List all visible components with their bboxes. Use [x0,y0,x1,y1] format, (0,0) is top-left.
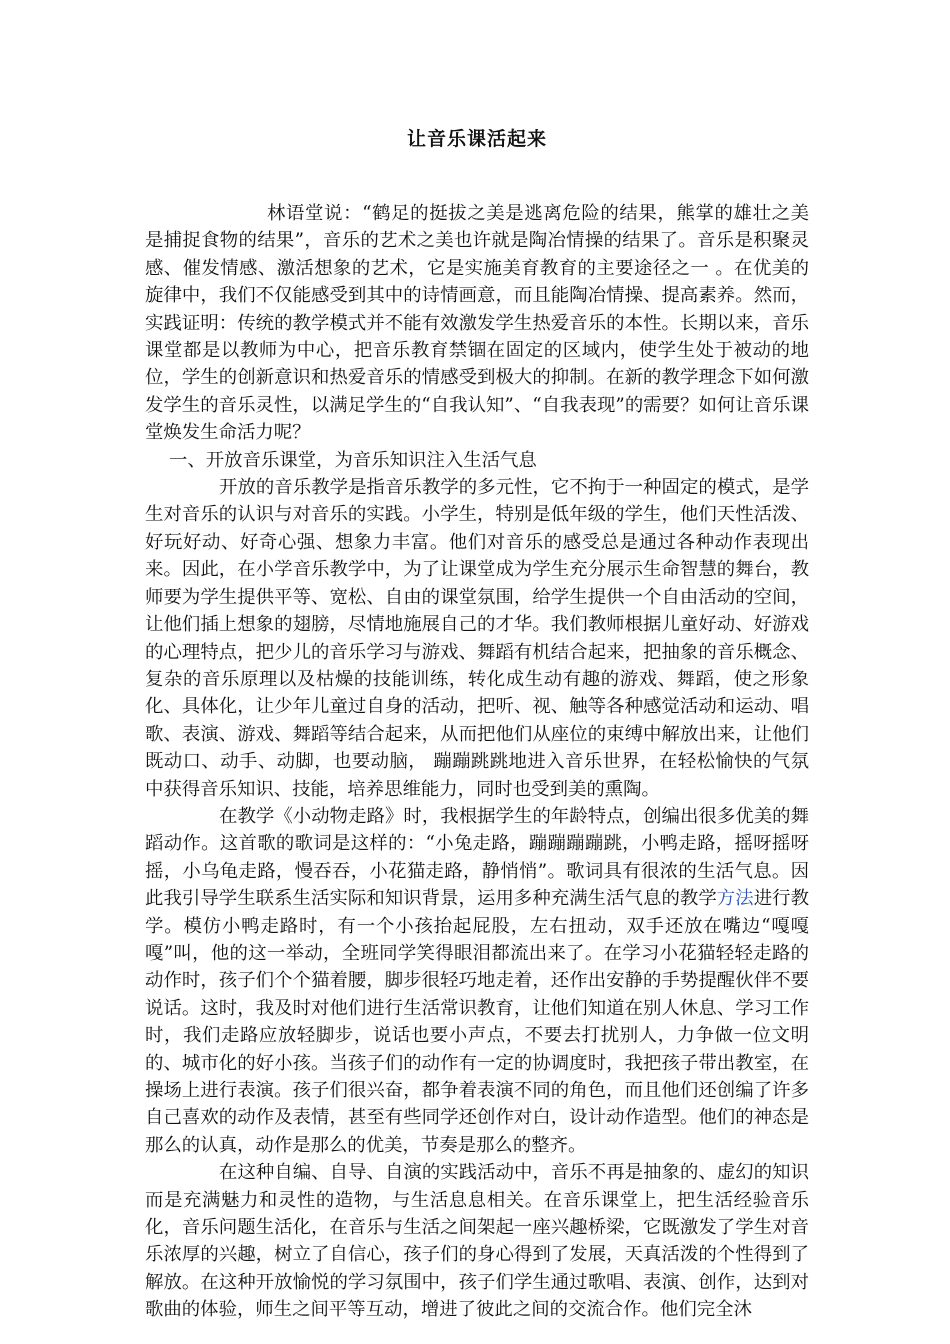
document-title: 让音乐课活起来 [406,128,547,150]
method-link[interactable]: 方法 [716,888,754,910]
paragraph-text-part-2: 进行教学。模仿小鸭走路时，有一个小孩抬起屁股，左右扭动，双手还放在嘴边“嘎嘎嘎”叫，他的这一举动，全班同学笑得眼泪都流出来了。在学习小花猫轻轻走路的动作时，孩子们个个猫着腰，脚步很轻巧地走着，还作出安静的手势提醒伙伴不要说话。这时，我及时对他们进行生活常识教育，让他们知道在别人休息、学习工作时，我们走路应放轻脚步，说话也要小声点，不要去打扰别人，力争做一位文明的、城市化的好小孩。当孩子们的动作有一定的协调度时，我把孩子带出教室，在操场上进行表演。孩子们很兴奋，都争着表演不同的角色，而且他们还创编了许多自己喜欢的动作及表情，甚至有些同学还创作对白，设计动作造型。他们的神态是那么的认真，动作是那么的优美，节奏是那么的整齐。 [145,888,809,1156]
paragraph-practice-activity: 在这种自编、自导、自演的实践活动中，音乐不再是抽象的、虚幻的知识而是充满魅力和灵性的造物，与生活息息相关。在音乐课堂上，把生活经验音乐化，音乐问题生活化，在音乐与生活之间架起一座兴趣桥梁，它既激发了学生对音乐浓厚的兴趣，树立了自信心，孩子们的身心得到了发展，天真活泼的个性得到了解放。在这种开放愉悦的学习氛围中，孩子们学生通过歌唱、表演、创作，达到对歌曲的体验，师生之间平等互动，增进了彼此之间的交流合作。他们完全沐 [145,1162,809,1321]
document-body [145,200,809,1324]
intro-paragraph: 林语堂说：“鹤足的挺拔之美是逃离危险的结果，熊掌的雄壮之美是捕捉食物的结果”，音乐的艺术之美也许就是陶冶情操的结果了。音乐是积聚灵感、催发情感、激活想象的艺术，它是实施美育教育的主要途径之一 。在优美的旋律中，我们不仅能感受到其中的诗情画意，而且能陶冶情操、提高素养。然而，实践证明：传统的教学模式并不能有效激发学生热爱音乐的本性。长期以来，音乐课堂都是以教师为中心，把音乐教育禁锢在固定的区域内，使学生处于被动的地位，学生的创新意识和热爱音乐的情感受到极大的抑制。在新的教学理念下如何激发学生的音乐灵性，以满足学生的“自我认知”、“自我表现”的需要？如何让音乐课堂焕发生命活力呢？ [145,203,809,444]
paragraph-open-classroom: 开放的音乐教学是指音乐教学的多元性，它不拘于一种固定的模式，是学生对音乐的认识与对音乐的实践。小学生，特别是低年级的学生，他们天性活泼、好玩好动、好奇心强、想象力丰富。他们对音乐的感受总是通过各种动作表现出来。因此，在小学音乐教学中，为了让课堂成为学生充分展示生命智慧的舞台，教师要为学生提供平等、宽松、自由的课堂氛围，给学生提供一个自由活动的空间，让他们插上想象的翅膀，尽情地施展自己的才华。我们教师根据儿童好动、好游戏的心理特点，把少儿的音乐学习与游戏、舞蹈有机结合起来，把抽象的音乐概念、复杂的音乐原理以及枯燥的技能训练，转化成生动有趣的游戏、舞蹈，使之形象化、具体化，让少年儿童过自身的活动，把听、视、触等各种感觉活动和运动、唱歌、表演、游戏、舞蹈等结合起来，从而把他们从座位的束缚中解放出来，让他们既动口、动手、动脚，也要动脑， 蹦蹦跳跳地进入音乐世界，在轻松愉快的气氛中获得音乐知识、技能，培养思维能力，同时也受到美的熏陶。 [145,477,809,800]
paragraph-text-part-1: 在教学《小动物走路》时，我根据学生的年龄特点，创编出很多优美的舞蹈动作。这首歌的歌词是这样的：“小兔走路，蹦蹦蹦蹦跳，小鸭走路，摇呀摇呀摇，小乌龟走路，慢吞吞，小花猫走路，静悄悄”。歌词具有很浓的生活气息。因此我引导学生联系生活实际和知识背景，运用多种充满生活气息的教学 [145,805,809,910]
paragraph-animal-walk [145,803,809,1159]
section-heading-1: 一、开放音乐课堂，为音乐知识注入生活气息 [169,449,537,471]
